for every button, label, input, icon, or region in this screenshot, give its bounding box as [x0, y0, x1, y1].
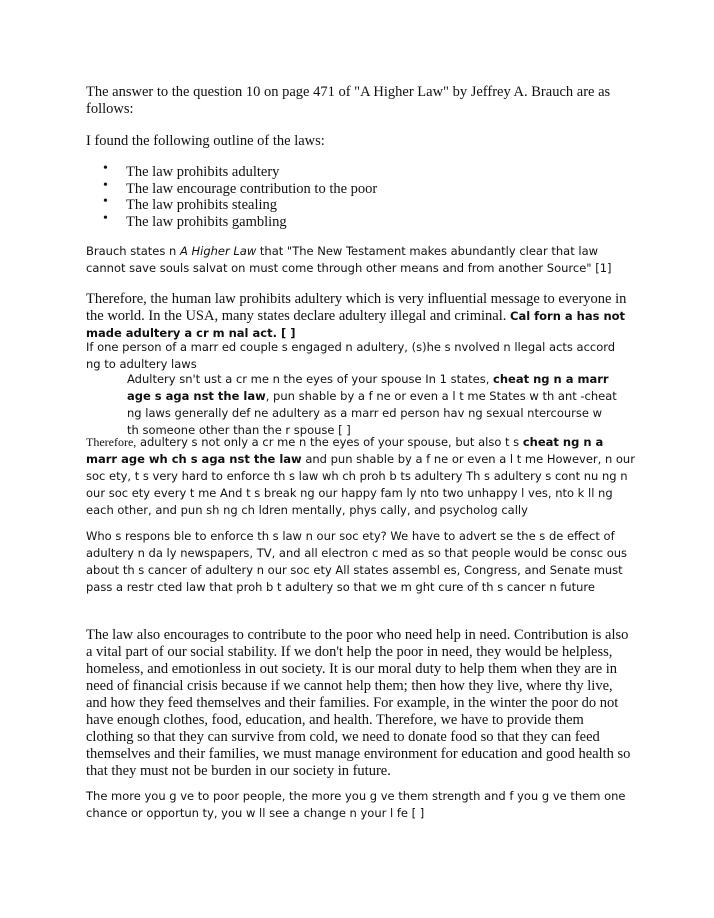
therefore-paragraph-2: Therefore, adultery s not only a cr me n the eyes of your spouse, but also t s cheat ng n a marr age wh ch s aga nst the law and pun shable by a f ne or even a l t me However, n our soc ety, t s very hard to enforce th s law wh ch proh b ts adultery Th s adultery s cont nu ng n our soc ety every t me And t s break ng our happy fam ly nto two unhappy l ves, nto k ll ng each other, and pun sh ng ch ldren mentally, phys cally, and psycholog cally — [86, 435, 635, 517]
book-title: A Higher Law — [179, 244, 257, 258]
brauch-quote-paragraph: Brauch states n A Higher Law that "The New Testament makes abundantly clear that law cannot save souls salvat on must come through other means and from another Source" [1] — [86, 244, 612, 275]
intro-paragraph: The answer to the question 10 on page 471 of "A Higher Law" by Jeffrey A. Brauch are as follows: — [86, 84, 611, 117]
bullet-icon: • — [103, 177, 108, 193]
list-item: • The law prohibits gambling — [103, 210, 287, 230]
bullet-icon: • — [103, 210, 108, 226]
block-quote: Adultery sn't ust a cr me n the eyes of your spouse In 1 states, cheat ng n a marr age s aga nst the law, pun shable by a f ne or even a l t me States w th ant -cheat ng laws generally def ne adultery as a marr ed person hav ng sexual ntercourse w th someone other than the r spouse [ ] — [127, 372, 617, 437]
list-item: • The law prohibits adultery — [103, 161, 280, 180]
outline-intro: I found the following outline of the laws: — [86, 133, 325, 149]
bullet-icon: • — [103, 161, 108, 176]
who-paragraph: Who s respons ble to enforce th s law n our soc ety? We have to advert se the s de effect of adultery n da ly newspapers, TV, and all electron c med as so that people would be consc ous about th s cancer of adultery n our soc ety All states assembl es, Congress, and Senate must pass a restr cted law that proh b t adultery so that we m ght cure of th s cancer n future — [86, 529, 628, 594]
therefore-paragraph-1: Therefore, the human law prohibits adultery which is very influential message to everyone in the world. In the USA, many states declare adultery illegal and criminal. Cal forn a has not made adultery a cr m nal act. [ ] — [86, 291, 627, 340]
list-item: • The law prohibits stealing — [103, 194, 278, 213]
bullet-icon: • — [103, 194, 108, 209]
more-paragraph: The more you g ve to poor people, the more you g ve them strength and f you g ve them one chance or opportun ty, you w ll see a change n your l fe [ ] — [86, 789, 626, 820]
list-item: • The law encourage contribution to the poor — [103, 177, 378, 197]
poor-paragraph: The law also encourages to contribute to the poor who need help in need. Contribution is also a vital part of our social stability. If we don't help the poor in need, they would be helpless, homeless, and emotionless in out society. It is our moral duty to help them when they are in need of financial crisis because if we cannot help them; then how they live, where thy live, and how they feed themselves and their families. For example, in the winter the poor do not have enough clothes, food, education, and health. Therefore, we have to provide them clothing so that they can survive from cold, we need to donate food so that they can feed themselves and their families, we must manage environment for education and good health so that they must not be burden in our society in future. — [86, 627, 631, 779]
law-outline-list — [86, 161, 606, 230]
marriage-paragraph: If one person of a marr ed couple s engaged n adultery, (s)he s nvolved n llegal acts accord ng to adultery laws — [86, 340, 616, 371]
